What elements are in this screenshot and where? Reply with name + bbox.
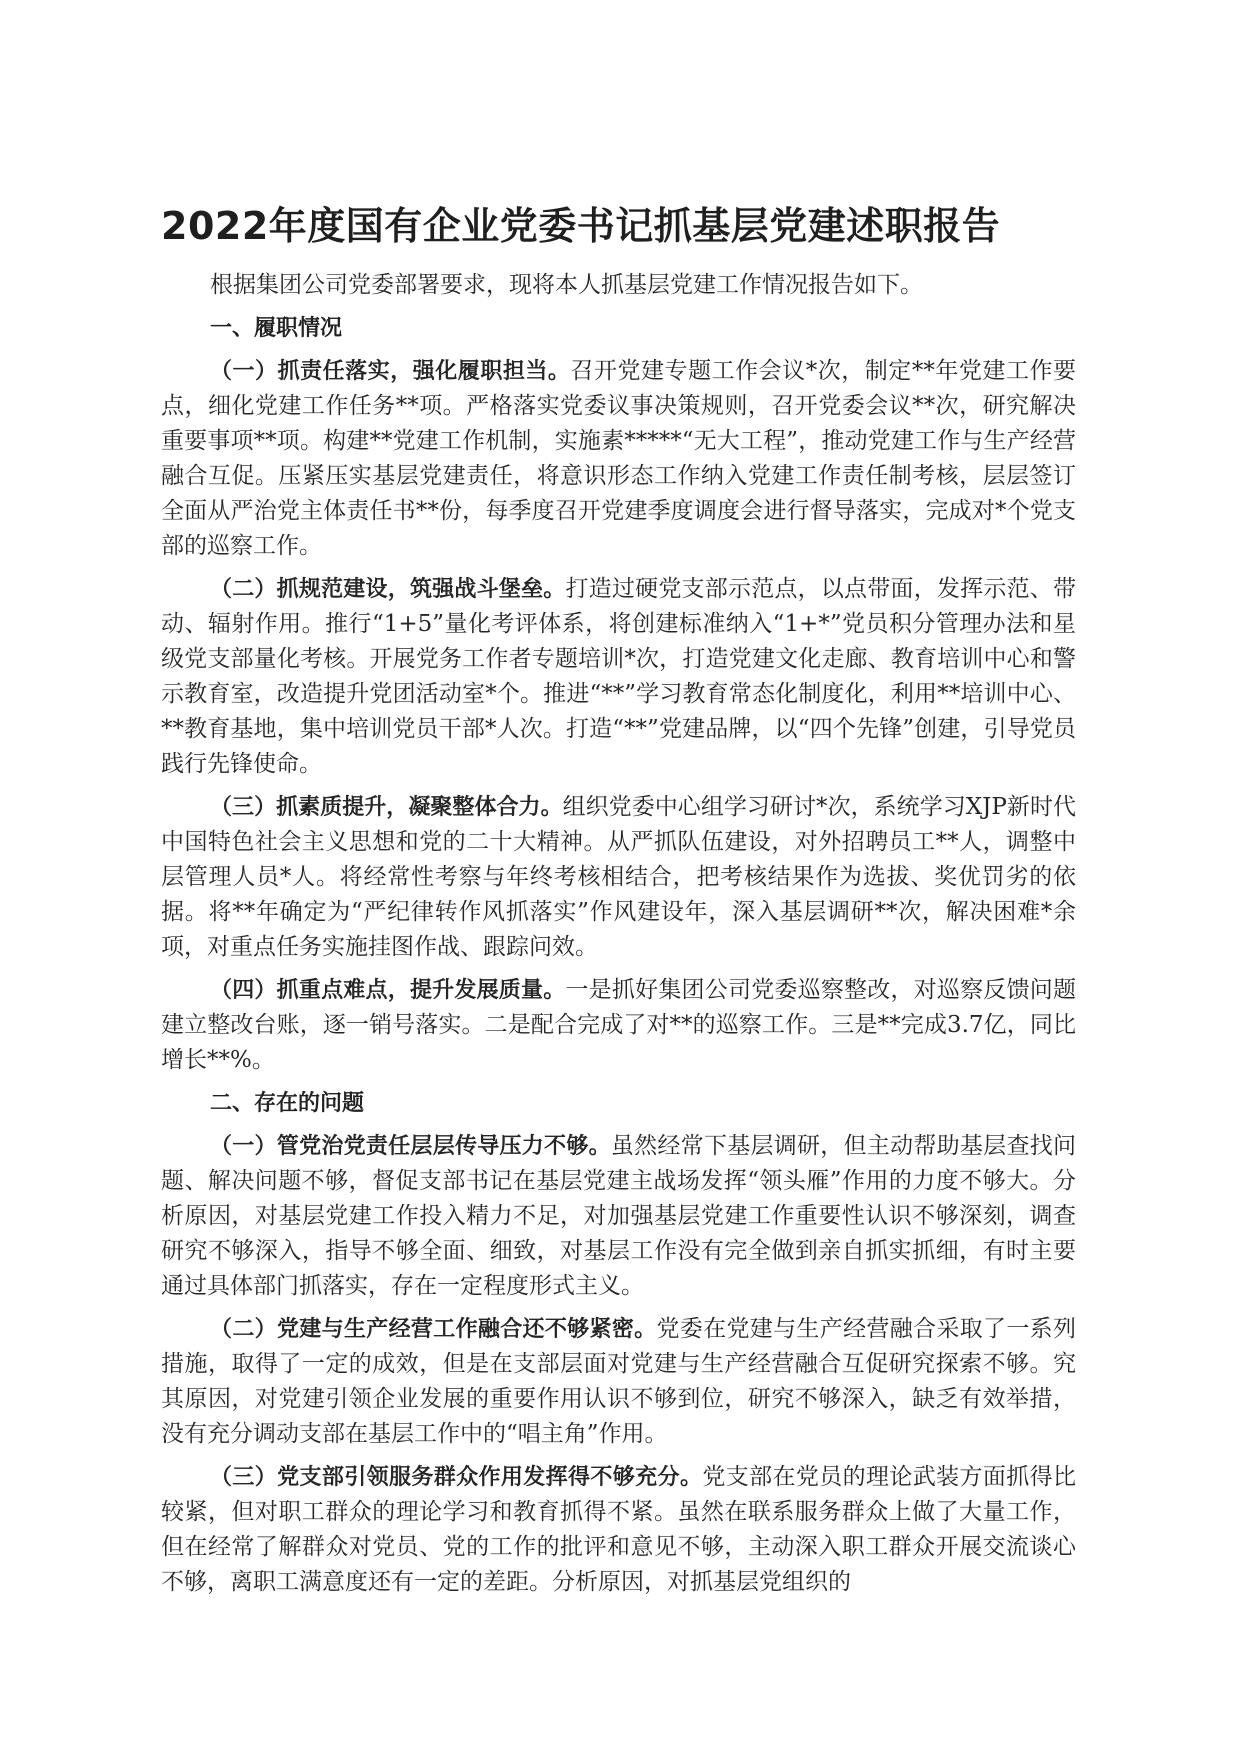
document-title: 2022年度国有企业党委书记抓基层党建述职报告 [161, 204, 1001, 248]
paragraph-lead: （二）党建与生产经营工作融合还不够紧密。 [210, 1317, 657, 1342]
paragraph-body: 打造过硬党支部示范点，以点带面，发挥示范、带动、辐射作用。推行“1+5”量化考评体系，将创建标准纳入“1+*”党员积分管理办法和星级党支部量化考核。开展党务工作者专题培训*次，打造党建文化走廊、教育培训中心和警示教育室，改造提升党团活动室*个。推进“**”学习教育常态化制度化，利用**培训中心、**教育基地，集中培训党员干部*人次。打造“**”党建品牌，以“四个先锋”创建，引导党员践行先锋使命。 [161, 576, 1077, 777]
paragraph-lead: （三）抓素质提升，凝聚整体合力。 [210, 795, 563, 820]
paragraph-body: 组织党委中心组学习研讨*次，系统学习XJP新时代中国特色社会主义思想和党的二十大精神。从严抓队伍建设，对外招聘员工**人，调整中层管理人员*人。将经常性考察与年终考核相结合，把考核结果作为选拔、奖优罚劣的依据。将**年确定为“严纪律转作风抓落实”作风建设年，深入基层调研**次，解决困难*余项，对重点任务实施挂图作战、跟踪问效。 [161, 794, 1076, 960]
paragraph-body: 党支部在党员的理论武装方面抓得比较紧，但对职工群众的理论学习和教育抓得不紧。虽然在联系服务群众上做了大量工作，但在经常了解群众对党员、党的工作的批评和意见不够，主动深入职工群众开展交流谈心不够，离职工满意度还有一定的差距。分析原因，对抓基层党组织的 [161, 1464, 1076, 1595]
paragraph-duty-3 [161, 790, 1076, 965]
paragraph-lead: （一）抓责任落实，强化履职担当。 [210, 359, 571, 384]
paragraph-body: 虽然经常下基层调研，但主动帮助基层查找问题、解决问题不够，督促支部书记在基层党建主战场发挥“领头雁”作用的力度不够大。分析原因，对基层党建工作投入精力不足，对加强基层党建工作重要性认识不够深刻，调查研究不够深入，指导不够全面、细致，对基层工作没有完全做到亲自抓实抓细，有时主要通过具体部门抓落实，存在一定程度形式主义。 [161, 1133, 1076, 1299]
section-heading-duties: 一、履职情况 [210, 316, 343, 341]
paragraph-duty-1 [161, 354, 1076, 564]
paragraph-problem-1 [161, 1129, 1076, 1304]
paragraph-duty-4 [161, 973, 1076, 1078]
paragraph-body: 召开党建专题工作会议*次，制定**年党建工作要点，细化党建工作任务**项。严格落实党委议事决策规则，召开党委会议**次，研究解决重要事项**项。构建**党建工作机制，实施素*****“无大工程”，推动党建工作与生产经营融合互促。压紧压实基层党建责任，将意识形态工作纳入党建工作责任制考核，层层签订全面从严治党主体责任书**份，每季度召开党建季度调度会进行督导落实，完成对*个党支部的巡察工作。 [161, 358, 1076, 559]
paragraph-duty-2 [161, 572, 1076, 782]
paragraph-problem-3 [161, 1460, 1076, 1600]
paragraph-body: 一是抓好集团公司党委巡察整改，对巡察反馈问题建立整改台账，逐一销号落实。二是配合完成了对**的巡察工作。三是**完成3.7亿，同比增长**%。 [161, 977, 1077, 1073]
paragraph-lead: （三）党支部引领服务群众作用发挥得不够充分。 [210, 1465, 703, 1490]
paragraph-body: 党委在党建与生产经营融合采取了一系列措施，取得了一定的成效，但是在支部层面对党建与生产经营融合互促研究探索不够。究其原因，对党建引领企业发展的重要作用认识不够到位，研究不够深入，缺乏有效举措，没有充分调动支部在基层工作中的“唱主角”作用。 [161, 1316, 1076, 1447]
paragraph-problem-2 [161, 1312, 1076, 1452]
intro-paragraph: 根据集团公司党委部署要求，现将本人抓基层党建工作情况报告如下。 [210, 272, 923, 298]
paragraph-lead: （四）抓重点难点，提升发展质量。 [210, 978, 566, 1003]
paragraph-lead: （二）抓规范建设，筑强战斗堡垒。 [210, 577, 566, 602]
document-page [161, 200, 1076, 1608]
section-heading-problems: 二、存在的问题 [210, 1091, 365, 1116]
paragraph-lead: （一）管党治党责任层层传导压力不够。 [210, 1134, 611, 1159]
